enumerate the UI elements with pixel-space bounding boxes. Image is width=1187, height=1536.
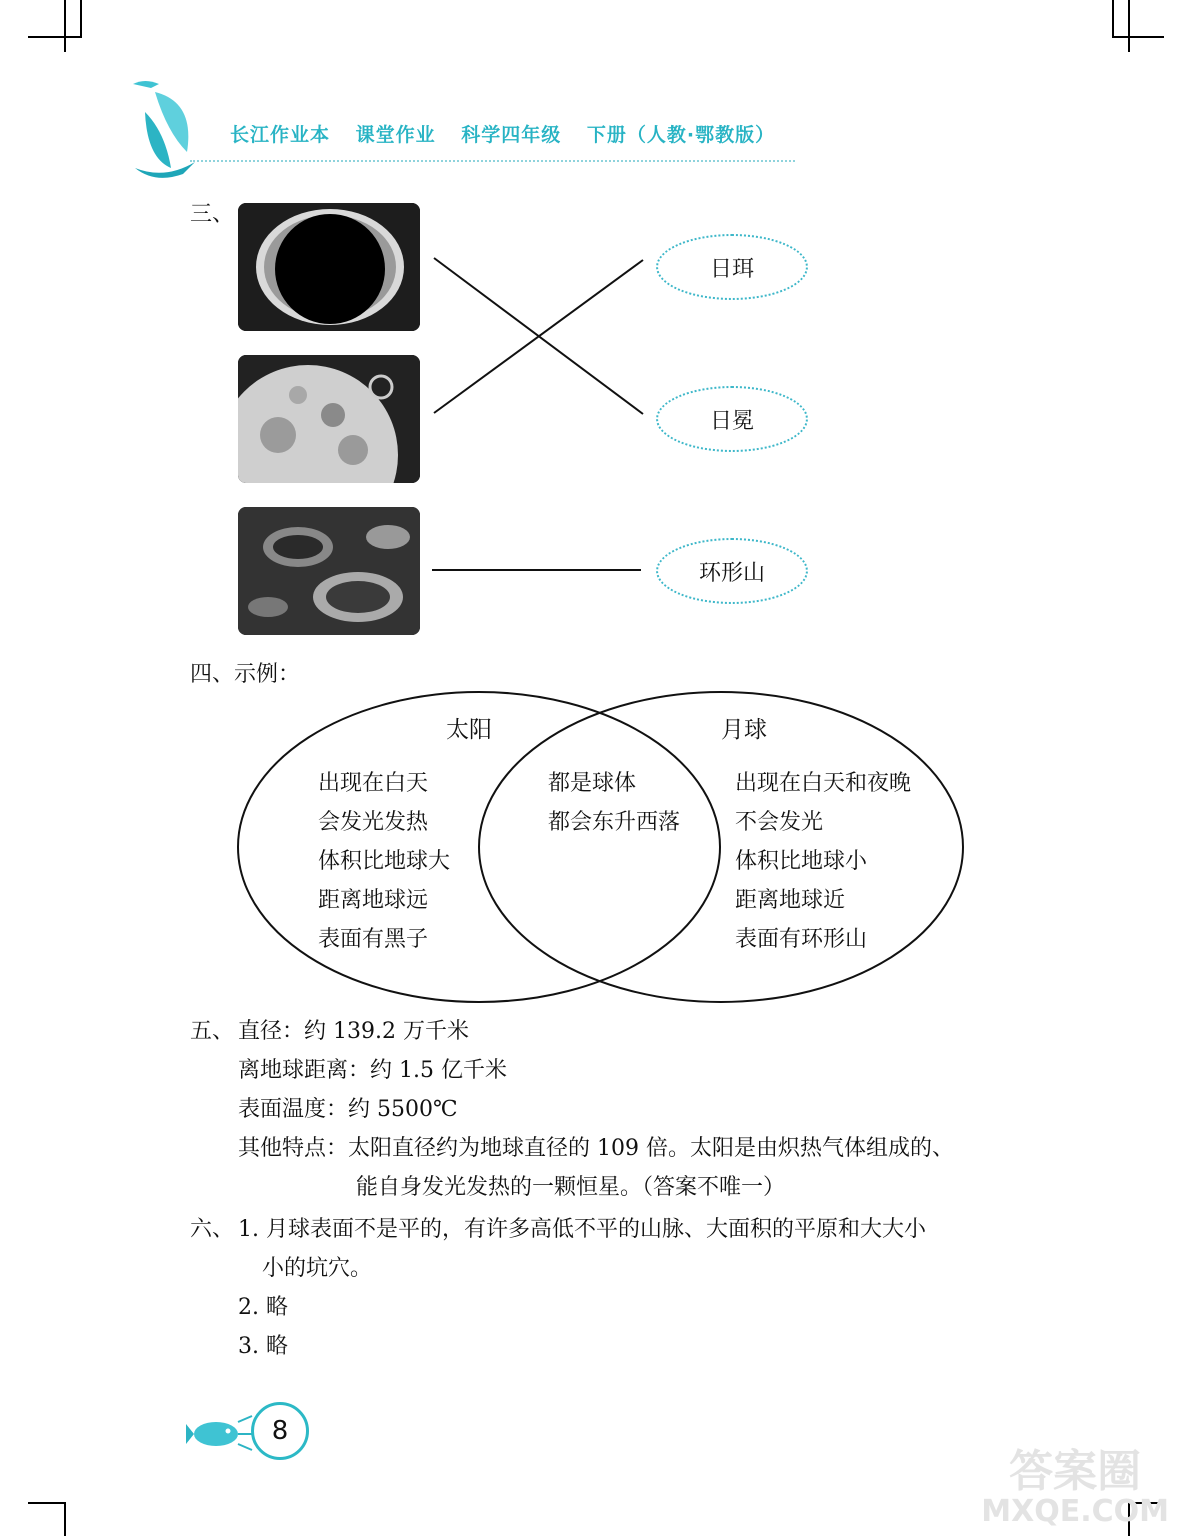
option-crater: 环形山 [656, 538, 808, 604]
sun-diameter: 直径：约 139.2 万千米 [238, 1019, 469, 1044]
venn-sun-title: 太阳 [446, 717, 492, 743]
crop-mark-bl-h [28, 1502, 66, 1504]
list-item: 距离地球近 [735, 888, 846, 913]
venn-common-list [548, 764, 680, 842]
header-brand: 长江作业本 [230, 124, 331, 146]
venn-moon-title: 月球 [721, 717, 767, 743]
option-prominence: 日珥 [656, 234, 808, 300]
watermark [981, 1448, 1169, 1528]
matching-lines [0, 0, 1187, 700]
list-item: 会发光发热 [318, 810, 429, 835]
list-item: 表面有黑子 [318, 927, 429, 952]
venn-moon-list [735, 764, 911, 959]
list-item: 都是球体 [548, 771, 637, 796]
watermark-text: 答案圈 [1009, 1446, 1142, 1497]
crop-mark-bl-v [64, 1502, 66, 1536]
list-item: 体积比地球小 [735, 849, 868, 874]
header-series: 课堂作业 [355, 124, 436, 146]
list-item: 表面有环形山 [735, 927, 868, 952]
section-5-label: 五、 [190, 1019, 235, 1044]
venn-sun-list [318, 764, 450, 959]
answer-6-2: 2. 略 [238, 1295, 288, 1320]
sun-other-features-cont: 能自身发光发热的一颗恒星。（答案不唯一） [356, 1175, 786, 1200]
list-item: 不会发光 [735, 810, 824, 835]
list-item: 距离地球远 [318, 888, 429, 913]
list-item: 都会东升西落 [548, 810, 681, 835]
sun-other-features: 其他特点：太阳直径约为地球直径的 109 倍。太阳是由炽热气体组成的、 [238, 1136, 954, 1161]
answer-6-1-cont: 小的坑穴。 [262, 1256, 373, 1281]
sun-distance: 离地球距离：约 1.5 亿千米 [238, 1058, 507, 1083]
list-item: 体积比地球大 [318, 849, 451, 874]
answer-6-3: 3. 略 [238, 1334, 288, 1359]
footer-fish-icon [186, 1412, 256, 1454]
section-4-label: 四、示例： [190, 662, 301, 687]
page-number: 8 [251, 1402, 309, 1460]
header-volume: 下册（人教·鄂教版） [586, 124, 776, 146]
list-item: 出现在白天和夜晚 [735, 771, 912, 796]
watermark-url: MXQE.COM [981, 1494, 1169, 1529]
option-corona: 日冕 [656, 386, 808, 452]
list-item: 出现在白天 [318, 771, 429, 796]
section-6-label: 六、 [190, 1217, 235, 1242]
header-subject: 科学四年级 [461, 124, 562, 146]
answer-6-1: 1. 月球表面不是平的，有许多高低不平的山脉、大面积的平原和大大小 [238, 1217, 926, 1242]
sun-temperature: 表面温度：约 5500℃ [238, 1097, 458, 1122]
section-3-label: 三、 [190, 202, 235, 227]
